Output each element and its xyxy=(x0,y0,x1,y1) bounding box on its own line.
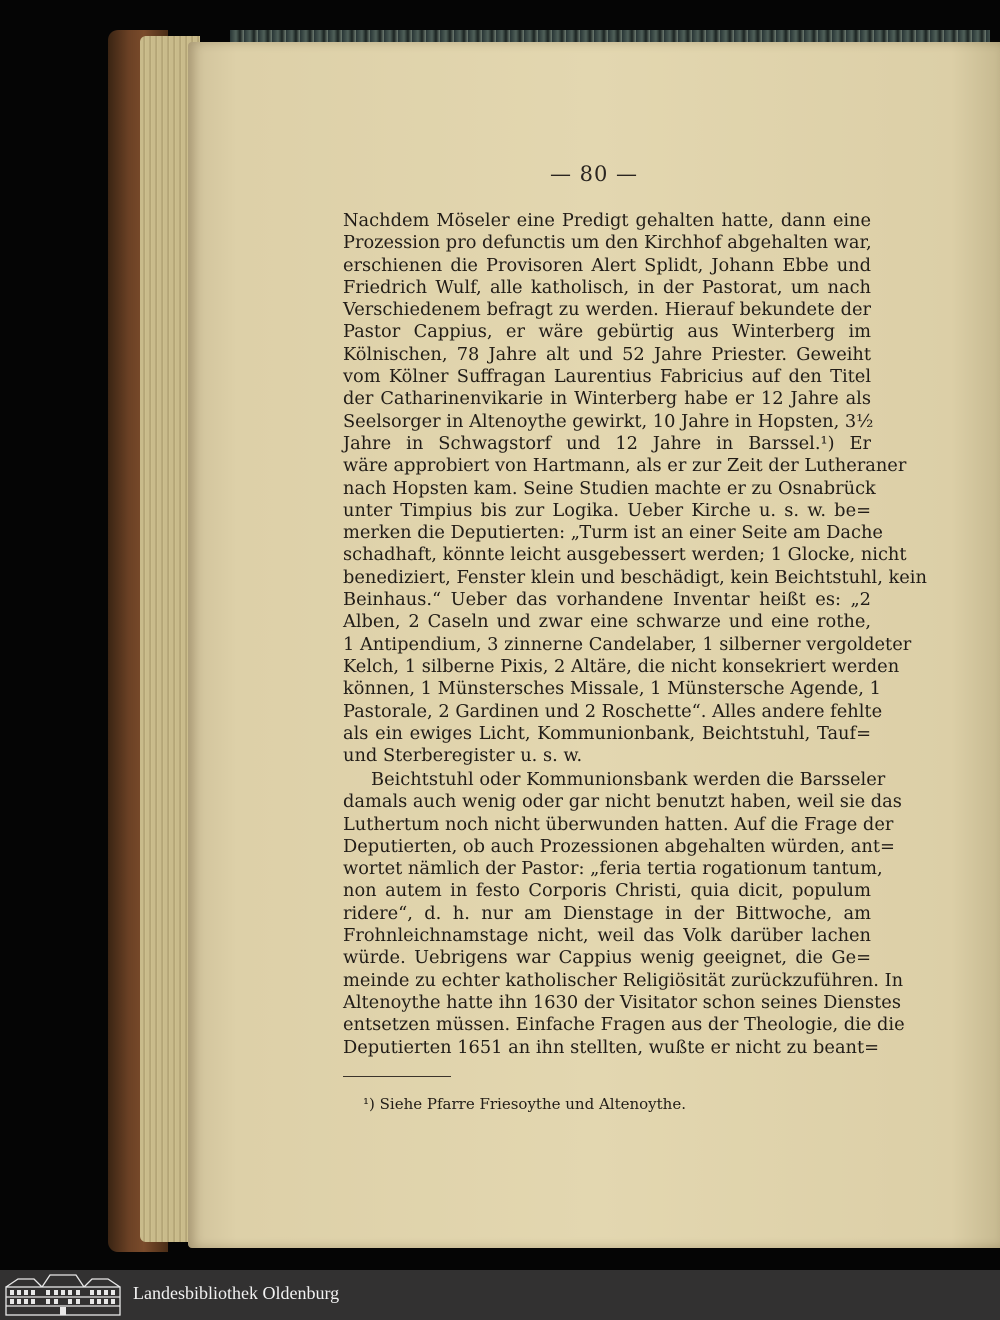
text-line: als ein ewiges Licht, Kommunionbank, Beichtstuhl, Tauf= xyxy=(343,722,871,744)
text-line: non autem in festo Corporis Christi, quia dicit, populum xyxy=(343,880,871,902)
book-page xyxy=(188,42,1000,1248)
paragraph-2 xyxy=(343,769,905,1059)
footnote: ¹) Siehe Pfarre Friesoythe und Altenoythe. xyxy=(363,1095,686,1113)
text-line: Deputierten, ob auch Prozessionen abgehalten würden, ant= xyxy=(343,835,895,857)
text-line: Kelch, 1 silberne Pixis, 2 Altäre, die nicht konsekriert werden xyxy=(343,655,900,677)
text-line: ridere“, d. h. nur am Dienstage in der Bittwoche, am xyxy=(343,902,871,924)
library-footer-bar xyxy=(0,1270,1000,1320)
text-line: Altenoythe hatte ihn 1630 der Visitator schon seines Dienstes xyxy=(343,991,901,1013)
text-line: Frohnleichnamstage nicht, weil das Volk darüber lachen xyxy=(343,925,871,947)
text-line: benediziert, Fenster klein und beschädigt, kein Beichtstuhl, kein xyxy=(343,566,927,588)
paragraph-1 xyxy=(343,210,927,767)
text-line: damals auch wenig oder gar nicht benutzt haben, weil sie das xyxy=(343,791,902,813)
text-line: erschienen die Provisoren Alert Splidt, Johann Ebbe und xyxy=(343,254,871,276)
footnote-divider xyxy=(343,1076,451,1077)
text-line: würde. Uebrigens war Cappius wenig geeignet, die Ge= xyxy=(343,947,871,969)
text-line: wortet nämlich der Pastor: „feria tertia rogationum tantum, xyxy=(343,858,883,880)
text-line: merken die Deputierten: „Turm ist an einer Seite am Dache xyxy=(343,522,883,544)
text-line: Seelsorger in Altenoythe gewirkt, 10 Jahre in Hopsten, 3½ xyxy=(343,410,874,432)
text-line: Beinhaus.“ Ueber das vorhandene Inventar heißt es: „2 xyxy=(343,589,871,611)
text-line: wäre approbiert von Hartmann, als er zur Zeit der Lutheraner xyxy=(343,455,907,477)
text-line: Friedrich Wulf, alle katholisch, in der Pastorat, um nach xyxy=(343,276,871,298)
text-line: Beichtstuhl oder Kommunionsbank werden die Barsseler xyxy=(371,769,886,790)
library-name: Landesbibliothek Oldenburg xyxy=(133,1283,340,1303)
library-building-icon xyxy=(4,1273,122,1317)
text-line: Pastorale, 2 Gardinen und 2 Roschette“. Alles andere fehlte xyxy=(343,700,883,722)
page-number: — 80 — xyxy=(549,162,639,186)
text-line: vom Kölner Suffragan Laurentius Fabricius auf den Titel xyxy=(343,366,871,388)
text-line: schadhaft, könnte leicht ausgebessert werden; 1 Glocke, nicht xyxy=(343,544,907,566)
text-line: können, 1 Münstersches Missale, 1 Münstersche Agende, 1 xyxy=(343,678,881,700)
text-line: nach Hopsten kam. Seine Studien machte er zu Osnabrück xyxy=(343,477,876,499)
text-line: 1 Antipendium, 3 zinnerne Candelaber, 1 silberner vergoldeter xyxy=(343,633,912,655)
text-line: Kölnischen, 78 Jahre alt und 52 Jahre Priester. Geweiht xyxy=(343,343,871,365)
text-line: meinde zu echter katholischer Religiösität zurückzuführen. In xyxy=(343,969,904,991)
text-line: Luthertum noch nicht überwunden hatten. Auf die Frage der xyxy=(343,813,894,835)
text-line: Prozession pro defunctis um den Kirchhof abgehalten war, xyxy=(343,232,872,254)
text-line: Deputierten 1651 an ihn stellten, wußte er nicht zu beant= xyxy=(343,1036,880,1058)
text-line: unter Timpius bis zur Logika. Ueber Kirche u. s. w. be= xyxy=(343,499,871,521)
text-line: entsetzen müssen. Einfache Fragen aus der Theologie, die die xyxy=(343,1014,905,1036)
text-line: der Catharinenvikarie in Winterberg habe er 12 Jahre als xyxy=(343,388,871,410)
text-line: Jahre in Schwagstorf und 12 Jahre in Barssel.¹) Er xyxy=(343,432,871,454)
text-line: Pastor Cappius, er wäre gebürtig aus Winterberg im xyxy=(343,321,871,343)
text-line: Nachdem Möseler eine Predigt gehalten hatte, dann eine xyxy=(343,210,871,231)
text-line: Alben, 2 Caseln und zwar eine schwarze und eine rothe, xyxy=(343,611,871,633)
text-line: Verschiedenem befragt zu werden. Hierauf bekundete der xyxy=(343,299,871,321)
text-line: und Sterberegister u. s. w. xyxy=(343,745,583,767)
